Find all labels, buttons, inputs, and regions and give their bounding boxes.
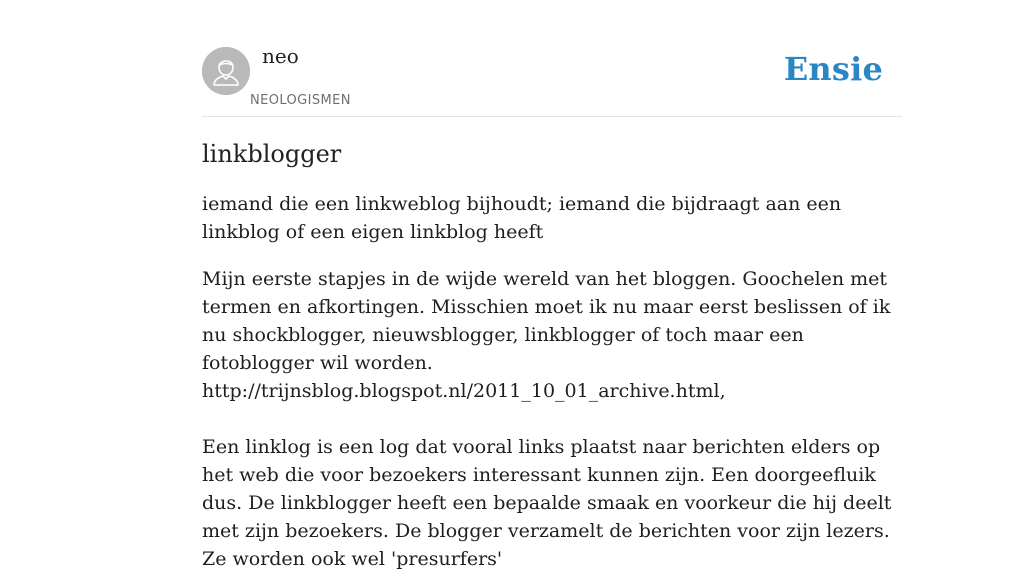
brand-logo-link[interactable]: Ensie (783, 50, 883, 88)
username-link[interactable]: neo (262, 44, 299, 68)
header (202, 0, 902, 117)
entry-definition: iemand die een linkweblog bijhoudt; iemand die bijdraagt aan een linkblog of een eigen linkblog heeft (202, 193, 842, 243)
avatar[interactable] (202, 47, 250, 95)
entry-example: Mijn eerste stapjes in de wijde wereld van het bloggen. Goochelen met termen en afkortingen. Misschien moet ik nu maar eerst beslissen of ik nu shockblogger, nieuwsblogger, linkblogger of toch maar een fotoblogger wil worden. http://trijnsblog.blogspot.nl/2011_10_01_archive.html, Een linklog is een log dat vooral links plaatst naar berichten elders op het web die voor bezoekers interessant kunnen zijn. Een doorgeefluik dus. De linkblogger heeft een bepaalde smaak en voorkeur die hij deelt met zijn bezoekers. De blogger verzamelt de berichten voor zijn lezers. Ze worden ook wel 'presurfers' (202, 268, 892, 570)
category-link[interactable]: NEOLOGISMEN (250, 93, 351, 108)
entry-content (202, 138, 902, 573)
user-silhouette-icon (202, 47, 250, 95)
entry-title: linkblogger (202, 140, 342, 168)
